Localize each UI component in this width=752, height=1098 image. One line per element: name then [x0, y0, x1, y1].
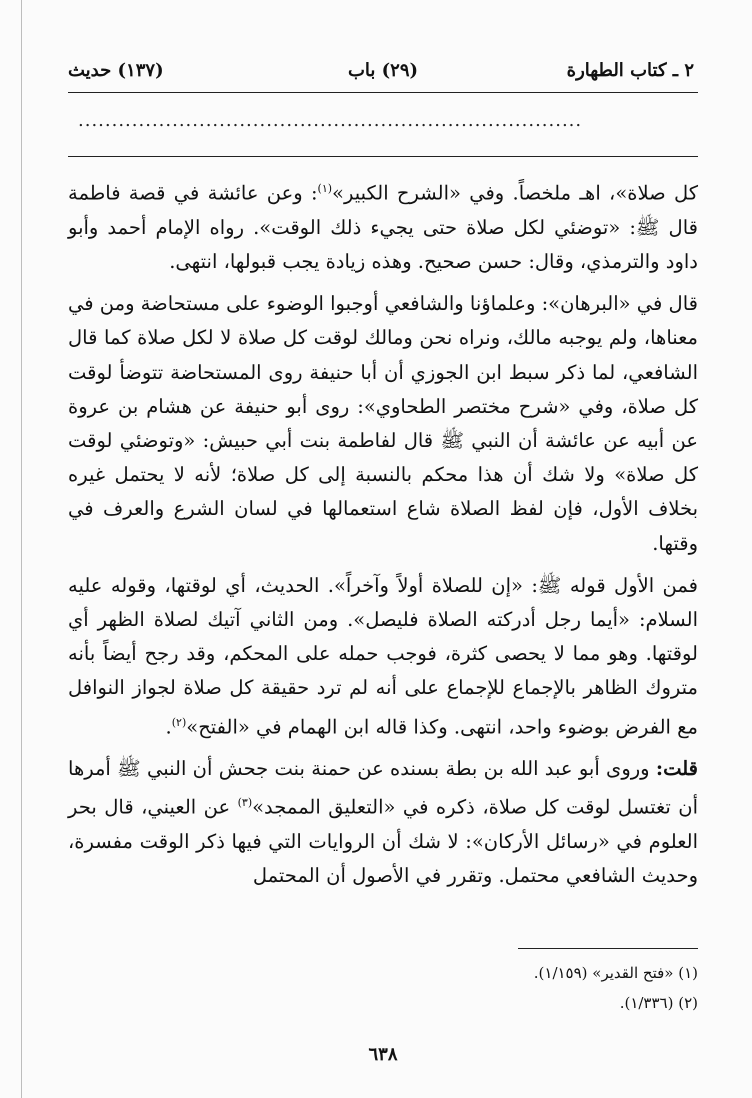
section-title: (٢٩) باب: [347, 60, 419, 81]
dotted-separator: ...........................................................................: [78, 110, 583, 131]
paragraph-label: قلت:: [655, 757, 698, 781]
paragraph-text: قال في «البرهان»: وعلماؤنا والشافعي أوجبوا الوضوء على مستحاضة ومن في معناها، ولم يوجبه مالك، ونراه نحن ومالك لوقت كل صلاة لا لكل صلاة كما قال الشافعي، لما ذكر سبط ابن الجوزي أن أبا حنيفة روى المستحاضة تتوضأ لوقت كل صلاة، وفي «شرح مختصر الطحاوي»: روى أبو حنيفة عن هشام بن عروة عن أبيه عن عائشة أن النبي ﷺ قال لفاطمة بنت أبي حبيش: «وتوضئي لوقت كل صلاة» ولا شك أن هذا محكم بالنسبة إلى كل صلاة؛ لأنه لا يحتمل غيره بخلاف الأول، فإن لفظ الصلاة شاع استعمالها في لسان الشرع والعرف في وقتها.: [68, 292, 698, 555]
footnote-rule: [518, 948, 698, 949]
footnote-ref: (٣): [237, 796, 253, 810]
footnote: (١) «فتح القدير» (١/١٥٩).: [533, 964, 698, 982]
hadith-number: (١٣٧) حديث: [68, 60, 164, 81]
paragraph-text-tail: عن العيني، قال بحر العلوم في «رسائل الأركان»: لا شك أن الروايات التي فيها ذكر الوقت مفسرة، وحديث الشافعي محتمل. وتقرر في الأصول أن المحتمل: [68, 795, 698, 888]
paragraph-text: فمن الأول قوله ﷺ: «إن للصلاة أولاً وآخراً». الحديث، أي لوقتها، وقوله عليه السلام: «أيما رجل أدركته الصلاة فليصل». ومن الثاني آتيك لصلاة الظهر أي لوقتها. وهو مما لا يحصى كثرة، فوجب حمله على المحكم، وقد رجح أيضاً بأنه متروك الظاهر بالإجماع للإجماع على أنه لم ترد حقيقة كل صلاة لجواز النوافل مع الفرض بوضوء واحد، انتهى. وكذا قاله ابن الهمام في «الفتح»: [68, 573, 698, 739]
page-number: ٦٣٨: [368, 1044, 398, 1065]
paragraph-text: كل صلاة»، اهـ ملخصاً. وفي «الشرح الكبير»: [332, 181, 699, 205]
running-header: [68, 60, 698, 90]
footnote: (٢) (١/٣٣٦).: [619, 994, 698, 1012]
main-text: [68, 172, 698, 894]
paragraph: [68, 569, 698, 745]
header-rule: [68, 92, 698, 93]
paragraph: [68, 172, 698, 279]
text-separator-rule: [68, 156, 698, 157]
footnote-ref: (٢): [171, 715, 187, 729]
chapter-title: ٢ ـ كتاب الطهارة: [566, 60, 694, 81]
paragraph-text-tail: .: [165, 715, 172, 739]
paragraph-text: وروى أبو عبد الله بن بطة بسنده عن حمنة بنت جحش أن النبي ﷺ أمرها أن تغتسل لوقت كل صلاة، ذكره في «التعليق الممجد»: [68, 757, 699, 819]
paragraph: [68, 287, 698, 561]
book-page: [68, 0, 698, 1098]
paragraph-text-tail: : وعن عائشة في قصة فاطمة قال ﷺ: «توضئي لكل صلاة حتى يجيء ذلك الوقت». رواه الإمام أحمد وأبو داود والترمذي، وقال: حسن صحيح. وهذه زيادة يجب قبولها، انتهى.: [68, 181, 698, 273]
binding-edge-line: [21, 0, 22, 1098]
paragraph: [68, 752, 698, 893]
footnotes: [68, 958, 698, 1018]
footnote-ref: (١): [317, 182, 333, 195]
